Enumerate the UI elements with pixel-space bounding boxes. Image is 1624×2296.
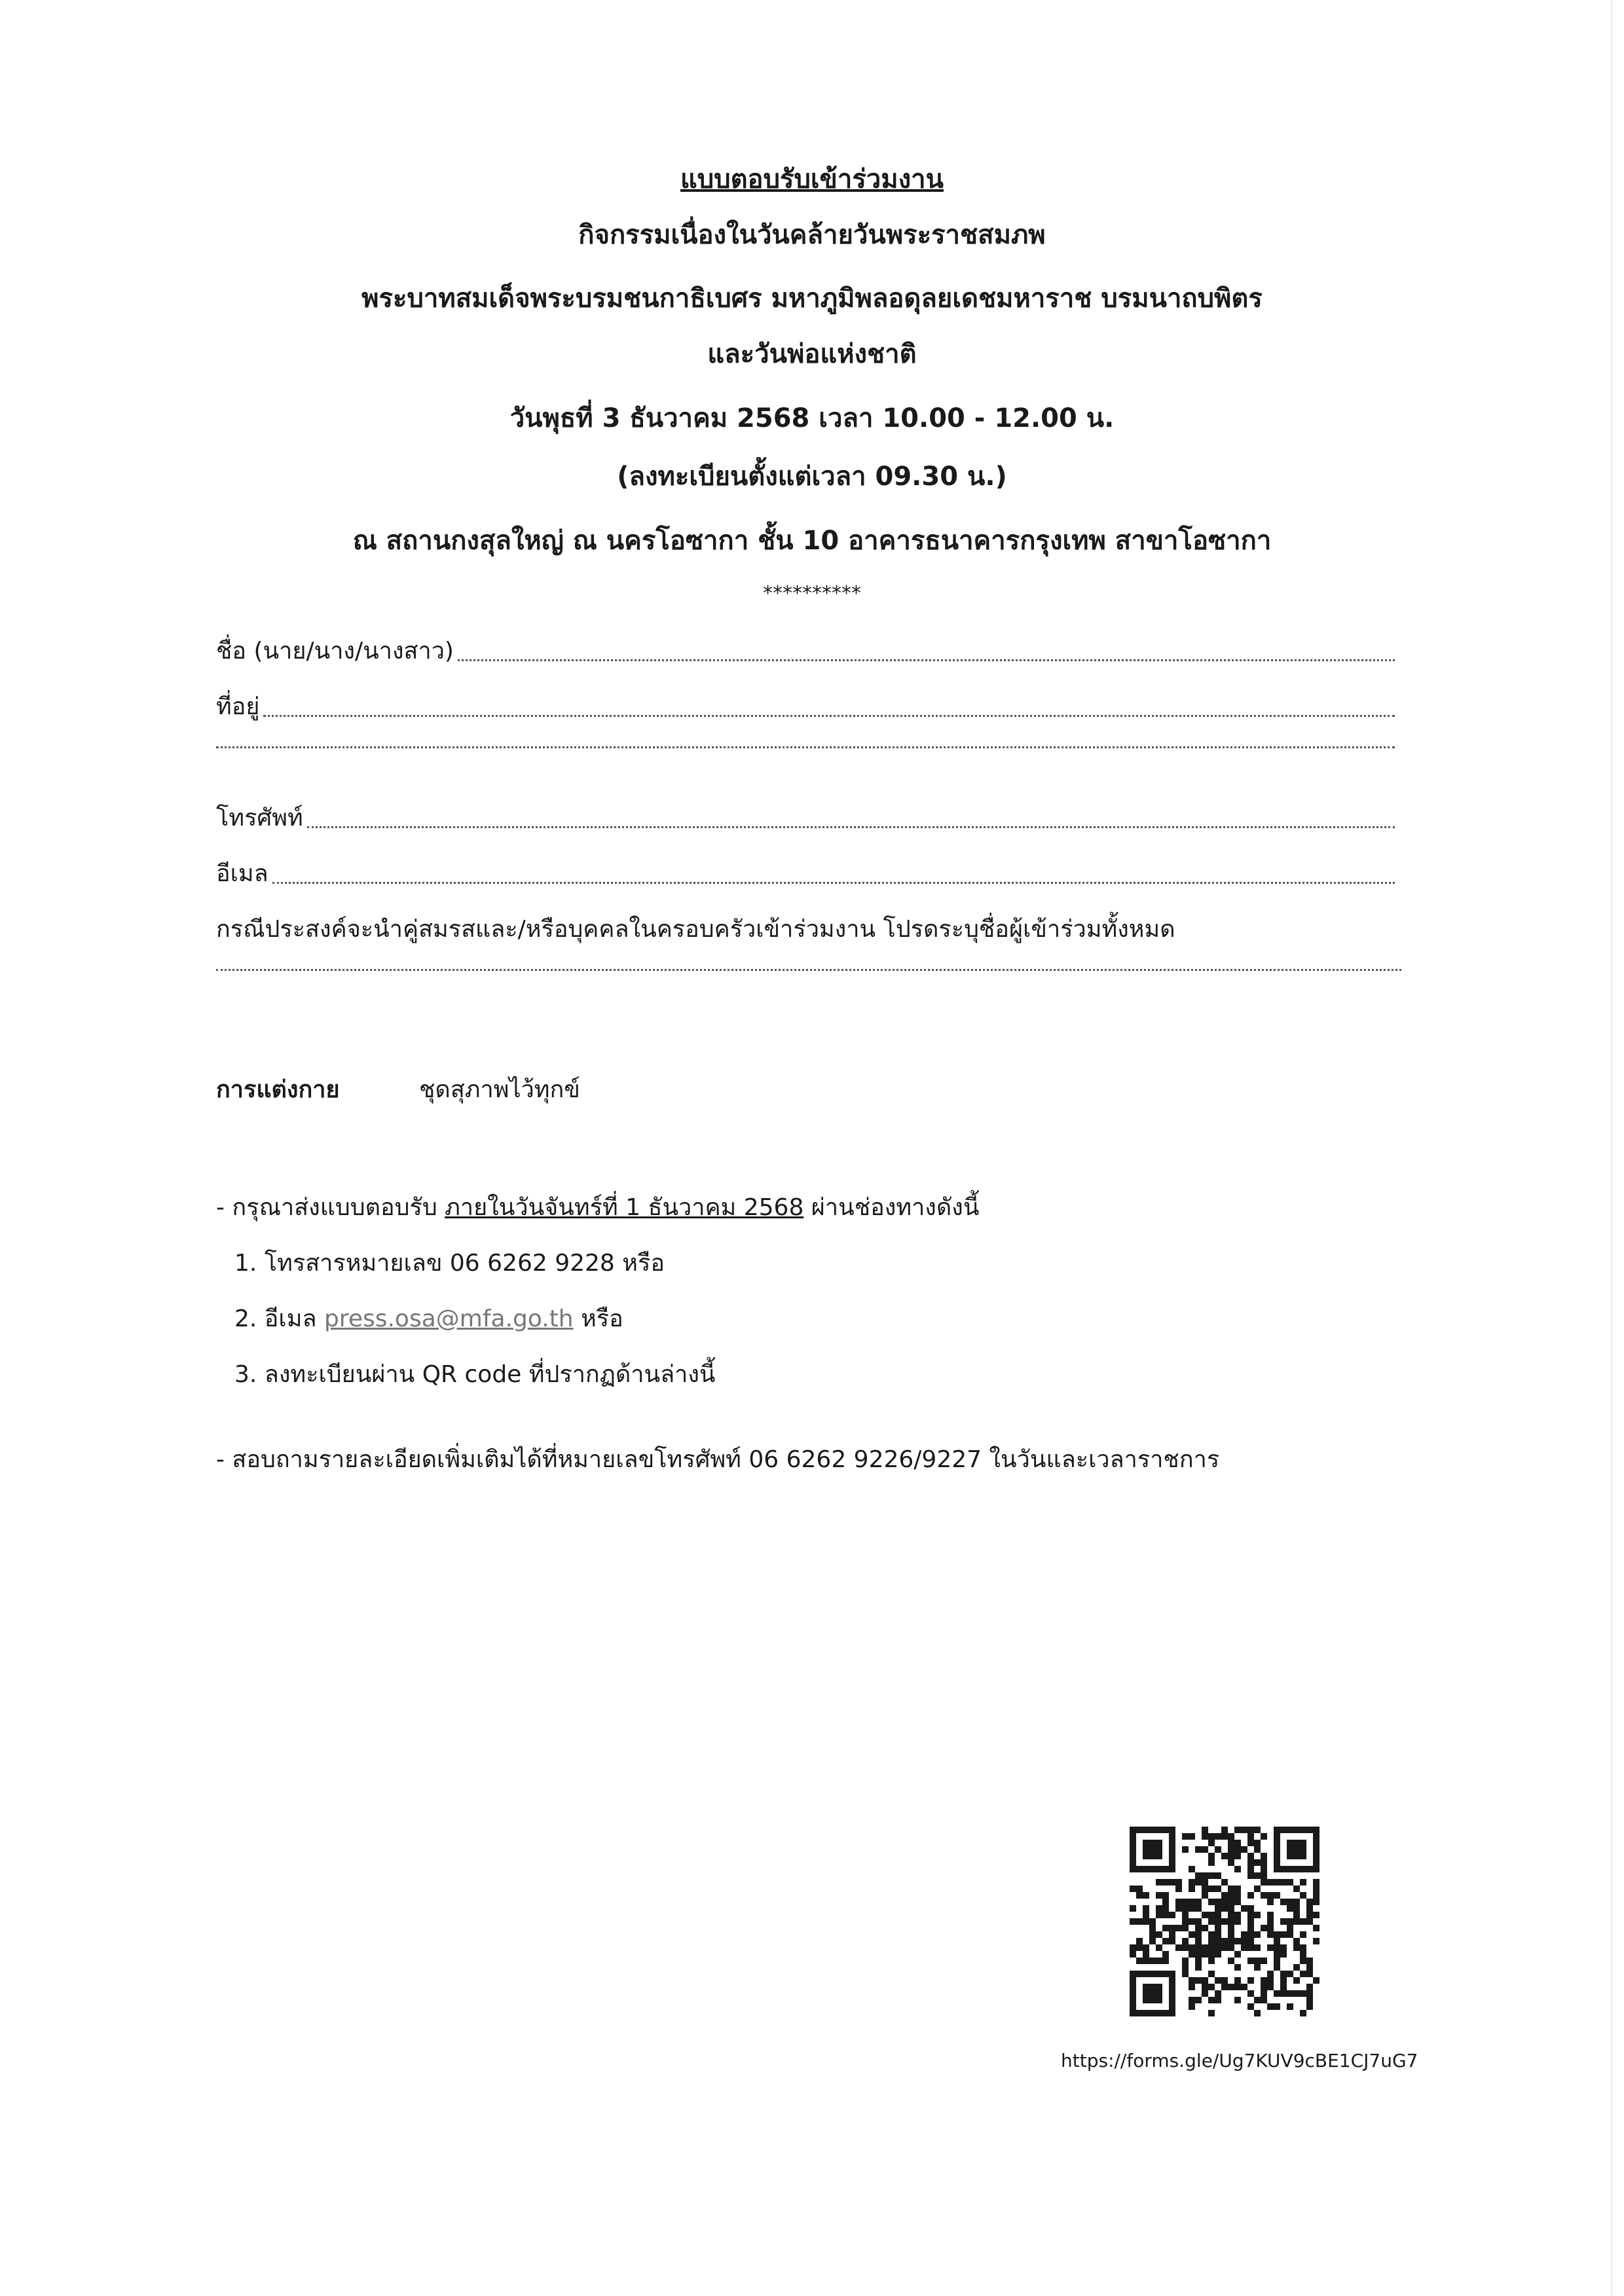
registration-time: (ลงทะเบียนตั้งแต่เวลา 09.30 น.) [617, 462, 1007, 492]
address-field[interactable] [216, 691, 1395, 723]
address-fill-line-2[interactable] [216, 746, 1395, 748]
phone-fill-line[interactable] [307, 826, 1395, 828]
submission-email-suffix: หรือ [573, 1305, 623, 1332]
qr-url[interactable]: https://forms.gle/Ug7KUV9cBE1CJ7uG7 [1061, 2050, 1418, 2071]
email-link[interactable]: press.osa@mfa.go.th [323, 1305, 574, 1332]
name-field[interactable] [216, 635, 1395, 668]
dress-value: ชุดสุภาพไว้ทุกข์ [419, 1076, 580, 1103]
form-title: แบบตอบรับเข้าร่วมงาน [680, 164, 944, 194]
address-label: ที่อยู่ [216, 693, 260, 720]
companion-fill-line[interactable] [216, 969, 1401, 971]
companion-label: กรณีประสงค์จะนำคู่สมรสและ/หรือบุคคลในครอบครัวเข้าร่วมงาน โปรดระบุชื่อผู้เข้าร่วมทั้งหมด [216, 916, 1175, 943]
qr-code-icon[interactable] [1130, 1827, 1320, 2016]
submission-intro-prefix: - กรุณาส่งแบบตอบรับ [216, 1194, 445, 1221]
name-label: ชื่อ (นาย/นาง/นางสาว) [216, 638, 454, 665]
submission-email [234, 1303, 623, 1336]
name-fill-line[interactable] [458, 659, 1395, 661]
phone-label: โทรศัพท์ [216, 805, 303, 831]
separator: ********** [763, 582, 861, 605]
submission-fax: 1. โทรสารหมายเลข 06 6262 9228 หรือ [234, 1250, 665, 1277]
submission-deadline: ภายในวันจันทร์ที่ 1 ธันวาคม 2568 [445, 1194, 804, 1221]
address-field-line-2[interactable] [216, 746, 1395, 755]
email-label: อีเมล [216, 860, 268, 887]
address-fill-line[interactable] [263, 715, 1395, 717]
dress-label: การแต่งกาย [216, 1076, 340, 1103]
submission-intro [216, 1192, 979, 1224]
fathers-day-title: และวันพ่อแห่งชาติ [707, 339, 917, 369]
email-field[interactable] [216, 858, 1395, 890]
submission-qr: 3. ลงทะเบียนผ่าน QR code ที่ปรากฏด้านล่างนี้ [234, 1361, 716, 1388]
event-date-time: วันพุธที่ 3 ธันวาคม 2568 เวลา 10.00 - 12.00 น. [509, 403, 1115, 433]
companion-field[interactable] [216, 969, 1401, 977]
submission-intro-suffix: ผ่านช่องทางดังนี้ [803, 1194, 980, 1221]
contact-info: - สอบถามรายละเอียดเพิ่มเติมได้ที่หมายเลขโทรศัพท์ 06 6262 9226/9227 ในวันและเวลาราชการ [216, 1446, 1220, 1473]
venue: ณ สถานกงสุลใหญ่ ณ นครโอซากา ชั้น 10 อาคารธนาคารกรุงเทพ สาขาโอซากา [352, 526, 1272, 556]
phone-field[interactable] [216, 802, 1395, 835]
email-fill-line[interactable] [272, 882, 1395, 884]
king-title: พระบาทสมเด็จพระบรมชนกาธิเบศร มหาภูมิพลอดุลยเดชมหาราช บรมนาถบพิตร [361, 283, 1263, 314]
event-title: กิจกรรมเนื่องในวันคล้ายวันพระราชสมภพ [578, 220, 1046, 250]
submission-email-prefix: 2. อีเมล [234, 1305, 324, 1332]
